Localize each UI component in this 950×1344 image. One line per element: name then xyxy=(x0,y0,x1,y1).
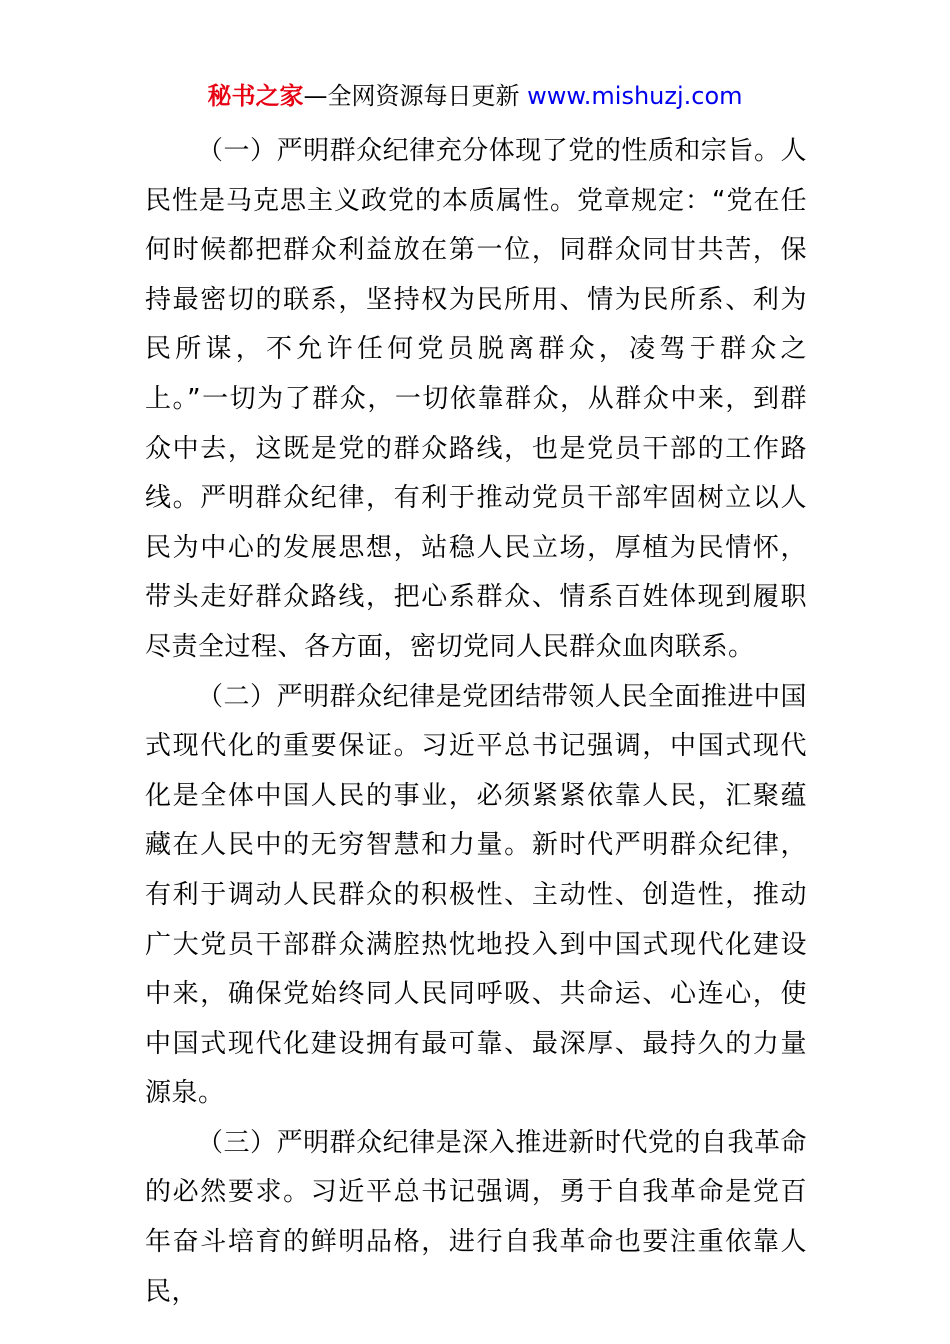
site-brand: 秘书之家 xyxy=(207,82,304,110)
document-body xyxy=(145,127,807,1317)
paragraph-2: （二）严明群众纪律是党团结带领人民全面推进中国式现代化的重要保证。习近平总书记强调，中国式现代化是全体中国人民的事业，必须紧紧依靠人民，汇聚蕴藏在人民中的无穷智慧和力量。新时代严明群众纪律，有利于调动人民群众的积极性、主动性、创造性，推动广大党员干部群众满腔热忱地投入到中国式现代化建设中来，确保党始终同人民同呼吸、共命运、心连心，使中国式现代化建设拥有最可靠、最深厚、最持久的力量源泉。 xyxy=(145,681,807,1109)
site-header xyxy=(0,80,950,112)
site-slogan: —全网资源每日更新 xyxy=(303,82,520,110)
paragraph-1: （一）严明群众纪律充分体现了党的性质和宗旨。人民性是马克思主义政党的本质属性。党章规定：“党在任何时候都把群众利益放在第一位，同群众同甘共苦，保持最密切的联系，坚持权为民所用、情为民所系、利为民所谋，不允许任何党员脱离群众，凌驾于群众之上。”一切为了群众，一切依靠群众，从群众中来，到群众中去，这既是党的群众路线，也是党员干部的工作路线。严明群众纪律，有利于推动党员干部牢固树立以人民为中心的发展思想，站稳人民立场，厚植为民情怀，带头走好群众路线，把心系群众、情系百姓体现到履职尽责全过程、各方面，密切党同人民群众血肉联系。 xyxy=(145,136,807,662)
site-url-link[interactable]: www.mishuzj.com xyxy=(527,82,743,110)
paragraph-3: （三）严明群众纪律是深入推进新时代党的自我革命的必然要求。习近平总书记强调，勇于自我革命是党百年奋斗培育的鲜明品格，进行自我革命也要注重依靠人民， xyxy=(145,1127,807,1307)
